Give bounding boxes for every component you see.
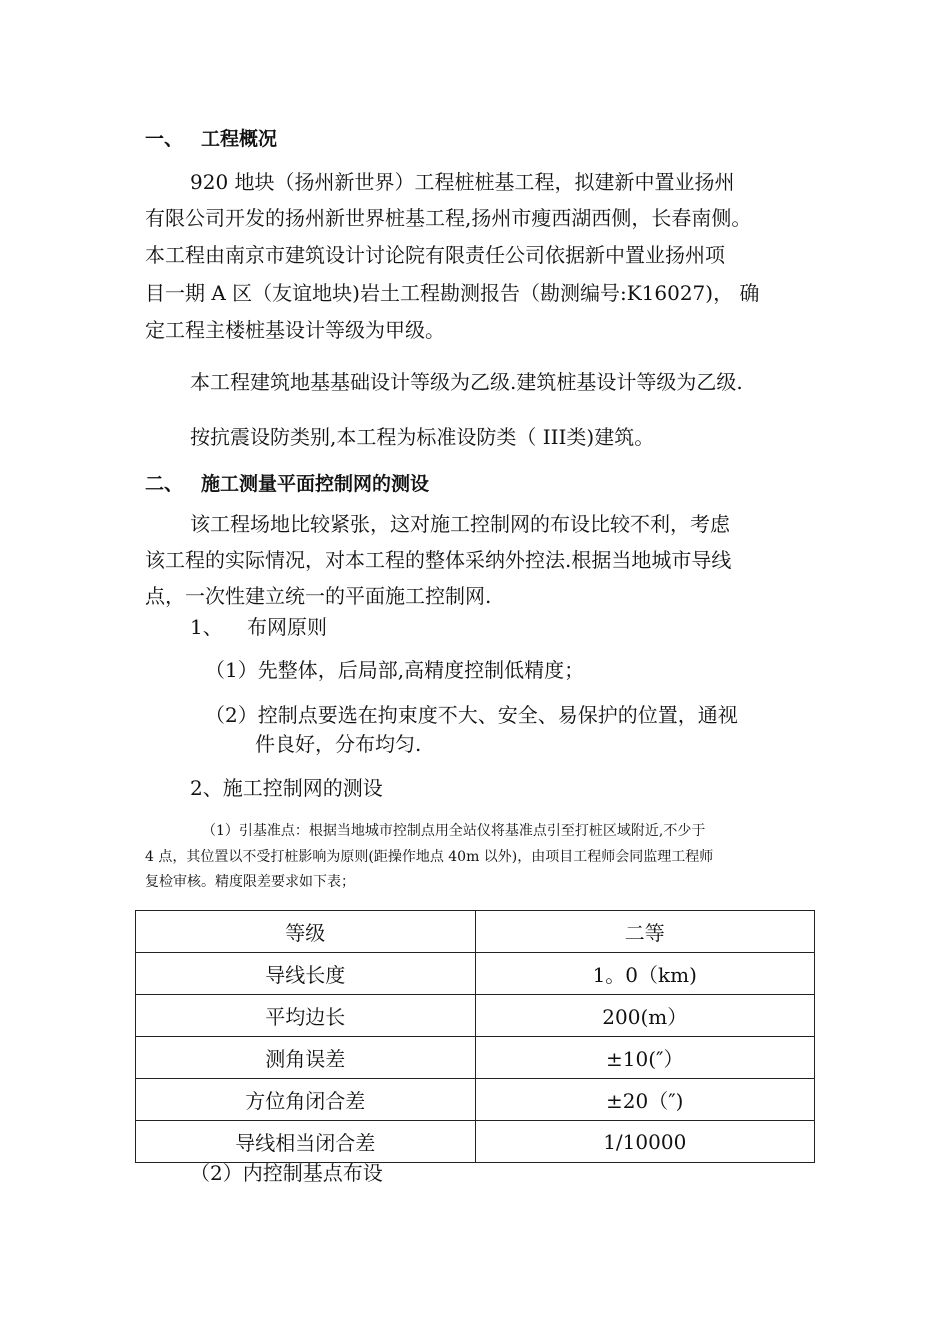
note-line: 4 点，其位置以不受打桩影响为原则(距操作地点 40m 以外)，由项目工程师会同监理工程师 — [145, 849, 714, 865]
paragraph-seismic-class: 按抗震设防类别,本工程为标准设防类（ III类)建筑。 — [190, 425, 655, 449]
list-item: （2）内控制基点布设 — [190, 1161, 383, 1185]
subheading-2: 2、施工控制网的测设 — [190, 776, 383, 800]
paragraph-line: 目一期 A 区（友谊地块)岩土工程勘测报告（勘测编号:K16027)， 确 — [145, 281, 760, 305]
table-cell: ±20（″) — [475, 1079, 815, 1121]
section-1-number: 一、 — [145, 128, 184, 150]
note-line: 复检审核。精度限差要求如下表； — [145, 874, 355, 890]
paragraph-line: 定工程主楼桩基设计等级为甲级。 — [145, 318, 445, 342]
precision-table — [135, 910, 815, 1163]
list-item: （2）控制点要选在拘束度不大、安全、易保护的位置，通视 — [205, 703, 738, 727]
table-cell: 方位角闭合差 — [136, 1079, 476, 1121]
subheading-1-title: 布网原则 — [247, 615, 327, 639]
paragraph-line: 点，一次性建立统一的平面施工控制网. — [145, 584, 492, 608]
paragraph-line: 920 地块（扬州新世界）工程桩桩基工程，拟建新中置业扬州 — [190, 170, 735, 194]
table-cell: 1/10000 — [475, 1121, 815, 1163]
note-line: （1）引基准点：根据当地城市控制点用全站仪将基准点引至打桩区域附近,不少于 — [202, 823, 706, 839]
table-cell: 导线相当闭合差 — [136, 1121, 476, 1163]
list-item-continuation: 件良好，分布均匀. — [255, 732, 422, 756]
paragraph-line: 本工程由南京市建筑设计讨论院有限责任公司依据新中置业扬州项 — [145, 243, 725, 267]
paragraph-foundation-grade: 本工程建筑地基基础设计等级为乙级.建筑桩基设计等级为乙级. — [190, 370, 743, 394]
table-cell: 平均边长 — [136, 995, 476, 1037]
table-cell: 等级 — [136, 911, 476, 953]
list-item: （1）先整体，后局部,高精度控制低精度； — [205, 658, 585, 682]
section-2-title: 施工测量平面控制网的测设 — [201, 473, 430, 495]
table-cell: 200(m） — [475, 995, 815, 1037]
table-cell: 导线长度 — [136, 953, 476, 995]
table-cell: 1。0（km) — [475, 953, 815, 995]
table-row — [136, 995, 815, 1037]
paragraph-line: 有限公司开发的扬州新世界桩基工程,扬州市瘦西湖西侧，长春南侧。 — [145, 206, 752, 230]
table-cell: 测角误差 — [136, 1037, 476, 1079]
table-row — [136, 1037, 815, 1079]
table-cell: ±10(″） — [475, 1037, 815, 1079]
subheading-1-number: 1、 — [190, 615, 223, 639]
section-2-heading — [145, 469, 429, 496]
paragraph-line: 该工程的实际情况，对本工程的整体采纳外控法.根据当地城市导线 — [145, 548, 732, 572]
paragraph-line: 该工程场地比较紧张，这对施工控制网的布设比较不利，考虑 — [190, 512, 730, 536]
table-row — [136, 911, 815, 953]
table-row — [136, 953, 815, 995]
section-1-title: 工程概况 — [201, 128, 278, 150]
section-2-number: 二、 — [145, 473, 184, 495]
section-1-heading — [145, 124, 277, 151]
table-cell: 二等 — [475, 911, 815, 953]
table-row — [136, 1079, 815, 1121]
